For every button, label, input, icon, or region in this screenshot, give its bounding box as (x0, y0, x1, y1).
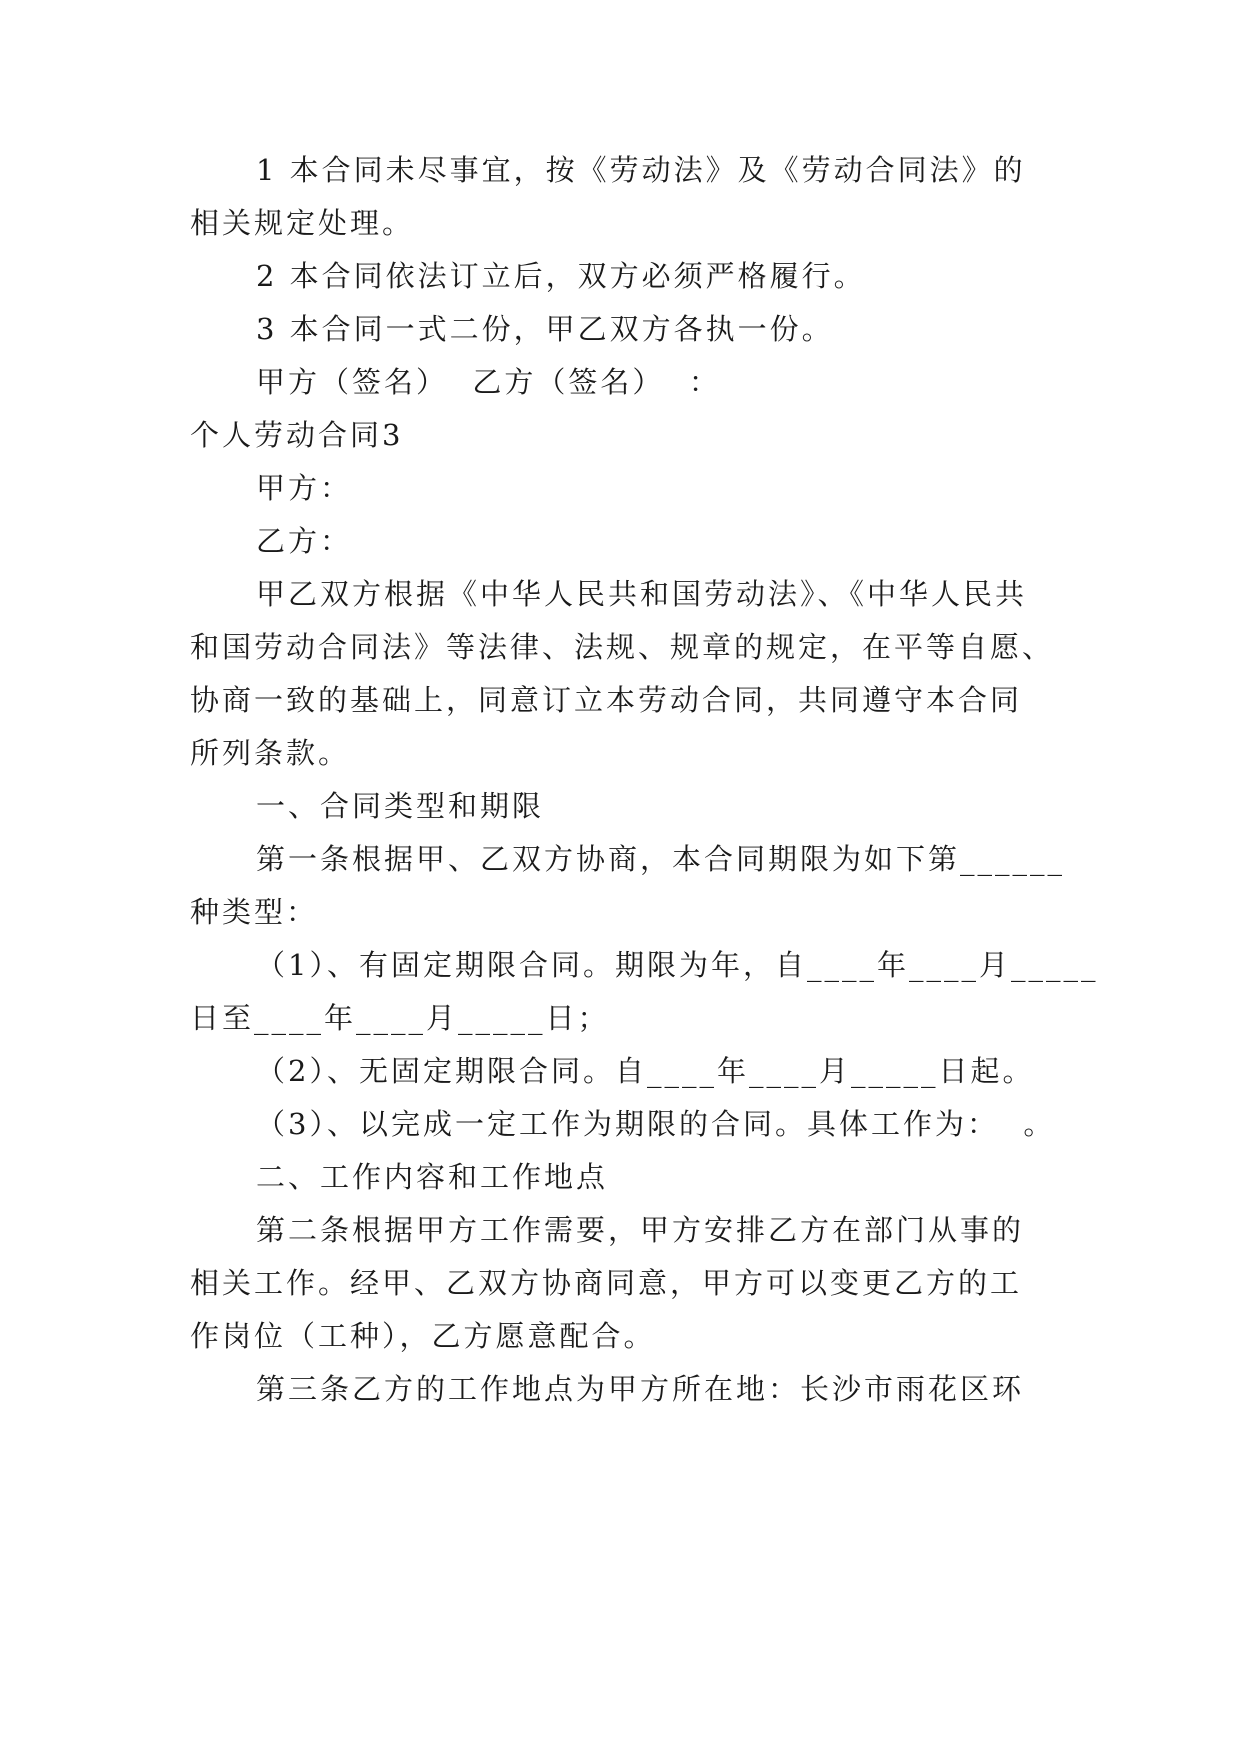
clause-1-line-1: 1 本合同未尽事宜，按《劳动法》及《劳动合同法》的 (256, 153, 1026, 187)
section-2-heading: 二、工作内容和工作地点 (256, 1160, 609, 1194)
contract-heading: 个人劳动合同3 (190, 418, 404, 452)
option-2: （2）、无固定期限合同。自____年____月_____日起。 (256, 1054, 1035, 1088)
article-2-line-3: 作岗位（工种），乙方愿意配合。 (190, 1319, 656, 1353)
option-3: （3）、以完成一定工作为期限的合同。具体工作为： 。 (256, 1107, 1056, 1141)
article-1-line-2: 种类型： (190, 895, 319, 929)
option-1-line-2: 日至____年____月_____日； (190, 1001, 610, 1035)
article-2-line-1: 第二条根据甲方工作需要，甲方安排乙方在部门从事的 (256, 1213, 1025, 1247)
section-1-heading: 一、合同类型和期限 (256, 789, 545, 823)
party-b-line: 乙方： (256, 524, 353, 558)
preamble-line-4: 所列条款。 (190, 736, 351, 770)
option-1-line-1: （1）、有固定期限合同。期限为年，自____年____月_____ (256, 948, 1099, 982)
clause-3: 3 本合同一式二份，甲乙双方各执一份。 (256, 312, 834, 346)
signature-line: 甲方（签名） 乙方（签名） ： (256, 365, 721, 399)
article-1-line-1: 第一条根据甲、乙双方协商，本合同期限为如下第______ (256, 842, 1066, 876)
preamble-line-2: 和国劳动合同法》等法律、法规、规章的规定，在平等自愿、 (190, 630, 1055, 664)
preamble-line-3: 协商一致的基础上，同意订立本劳动合同，共同遵守本合同 (190, 683, 1023, 717)
article-3-line-1: 第三条乙方的工作地点为甲方所在地：长沙市雨花区环 (256, 1372, 1025, 1406)
article-2-line-2: 相关工作。经甲、乙双方协商同意，甲方可以变更乙方的工 (190, 1266, 1023, 1300)
preamble-line-1: 甲乙双方根据《中华人民共和国劳动法》、《中华人民共 (256, 577, 1028, 611)
clause-1-line-2: 相关规定处理。 (190, 206, 415, 240)
party-a-line: 甲方： (256, 471, 353, 505)
clause-2: 2 本合同依法订立后，双方必须严格履行。 (256, 259, 866, 293)
